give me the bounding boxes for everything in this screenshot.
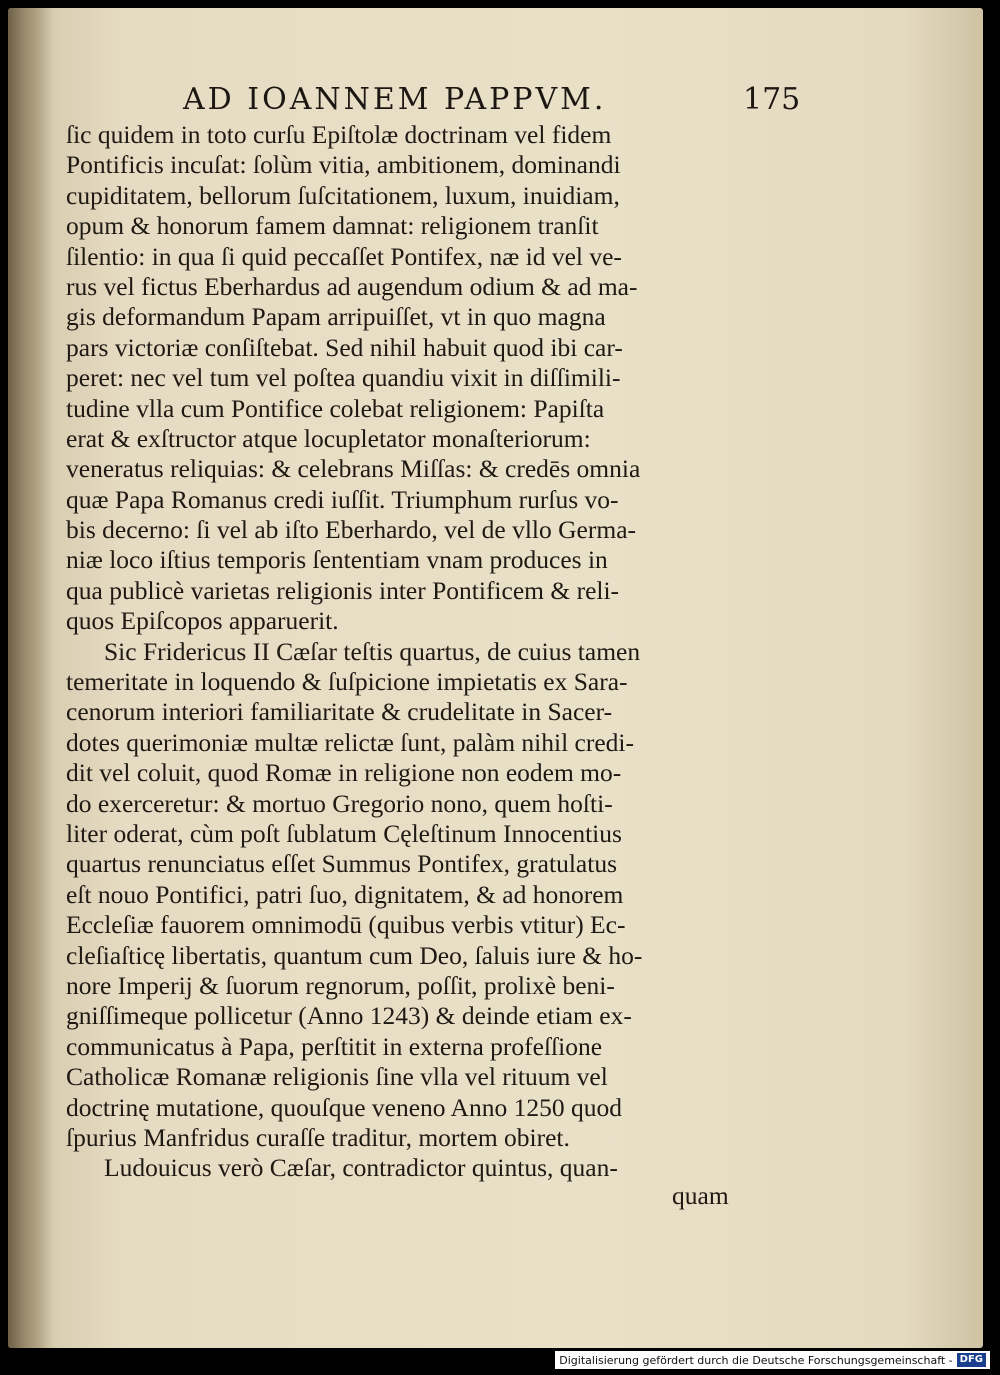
text-line: opum & honorum famem damnat: religionem tranſit xyxy=(66,211,599,241)
text-line: quartus renunciatus eſſet Summus Pontifex, gratulatus xyxy=(66,849,617,879)
text-line: Sic Fridericus II Cæſar teſtis quartus, de cuius tamen xyxy=(104,636,641,666)
text-line: erat & exſtructor atque locupletator monaſteriorum: xyxy=(66,423,591,453)
text-line: communicatus à Papa, perſtitit in externa profeſſione xyxy=(66,1031,603,1061)
text-line: liter oderat, cùm poſt ſublatum Cęleſtinum Innocentius xyxy=(66,818,622,848)
text-line: qua publicè varietas religionis inter Pontificem & reli- xyxy=(66,575,620,605)
text-line: veneratus reliquias: & celebrans Miſſas: & credēs omnia xyxy=(66,454,641,484)
text-line: Ludouicus verò Cæſar, contradictor quintus, quan- xyxy=(104,1153,618,1183)
text-line: niæ loco iſtius temporis ſententiam vnam produces in xyxy=(66,545,608,575)
text-line: gis deformandum Papam arripuiſſet, vt in quo magna xyxy=(66,302,606,332)
text-line: doctrinę mutatione, quouſque veneno Anno 1250 quod xyxy=(66,1092,622,1122)
text-line: ſpurius Manfridus curaſſe traditur, mortem obiret. xyxy=(66,1122,570,1152)
text-line: cupiditatem, bellorum ſuſcitationem, luxum, inuidiam, xyxy=(66,180,620,210)
text-line: temeritate in loquendo & ſuſpicione impietatis ex Sara- xyxy=(66,667,628,697)
running-head: AD IOANNEM PAPPVM. xyxy=(183,82,607,117)
text-line: Catholicæ Romanæ religionis ſine vlla vel rituum vel xyxy=(66,1062,608,1092)
text-line: quos Epiſcopos apparuerit. xyxy=(66,606,339,636)
text-line: bis decerno: ſi vel ab iſto Eberhardo, vel de vllo Germa- xyxy=(66,515,637,545)
book-page xyxy=(8,8,983,1348)
page-number: 175 xyxy=(743,82,801,117)
text-line: eſt nouo Pontifici, patri ſuo, dignitatem, & ad honorem xyxy=(66,879,624,909)
text-line: dotes querimoniæ multæ relictæ ſunt, palàm nihil credi- xyxy=(66,727,634,757)
text-line: gniſſimeque pollicetur (Anno 1243) & deinde etiam ex- xyxy=(66,1001,632,1031)
text-line: do exerceretur: & mortuo Gregorio nono, quem hoſti- xyxy=(66,788,613,818)
body-text xyxy=(66,120,756,1184)
text-line: Pontificis incuſat: ſolùm vitia, ambitionem, dominandi xyxy=(66,150,621,180)
page-gutter-shadow xyxy=(8,8,54,1348)
text-line: pars victoriæ conſiſtebat. Sed nihil habuit quod ibi car- xyxy=(66,332,623,362)
text-line: dit vel coluit, quod Romæ in religione non eodem mo- xyxy=(66,758,622,788)
text-line: Eccleſiæ fauorem omnimodū (quibus verbis vtitur) Ec- xyxy=(66,910,626,940)
text-line: cenorum interiori familiaritate & crudelitate in Sacer- xyxy=(66,697,613,727)
text-line: nore Imperij & ſuorum regnorum, poſſit, prolixè beni- xyxy=(66,970,615,1000)
text-line: cleſiaſticę libertatis, quantum cum Deo, ſaluis iure & ho- xyxy=(66,940,643,970)
text-line: quæ Papa Romanus credi iuſſit. Triumphum rurſus vo- xyxy=(66,484,619,514)
text-line: ſilentio: in qua ſi quid peccaſſet Pontifex, næ id vel ve- xyxy=(66,241,622,271)
credit-text: Digitalisierung gefördert durch die Deutsche Forschungsgemeinschaft - xyxy=(559,1353,953,1367)
digitization-credit xyxy=(555,1351,990,1369)
text-line: peret: nec vel tum vel poſtea quandiu vixit in diſſimili- xyxy=(66,363,621,393)
text-line: rus vel fictus Eberhardus ad augendum odium & ad ma- xyxy=(66,271,638,301)
dfg-logo-icon: DFG xyxy=(957,1353,986,1367)
text-line: tudine vlla cum Pontifice colebat religionem: Papiſta xyxy=(66,393,605,423)
text-line: ſic quidem in toto curſu Epiſtolæ doctrinam vel fidem xyxy=(66,120,612,149)
catchword: quam xyxy=(672,1181,729,1210)
